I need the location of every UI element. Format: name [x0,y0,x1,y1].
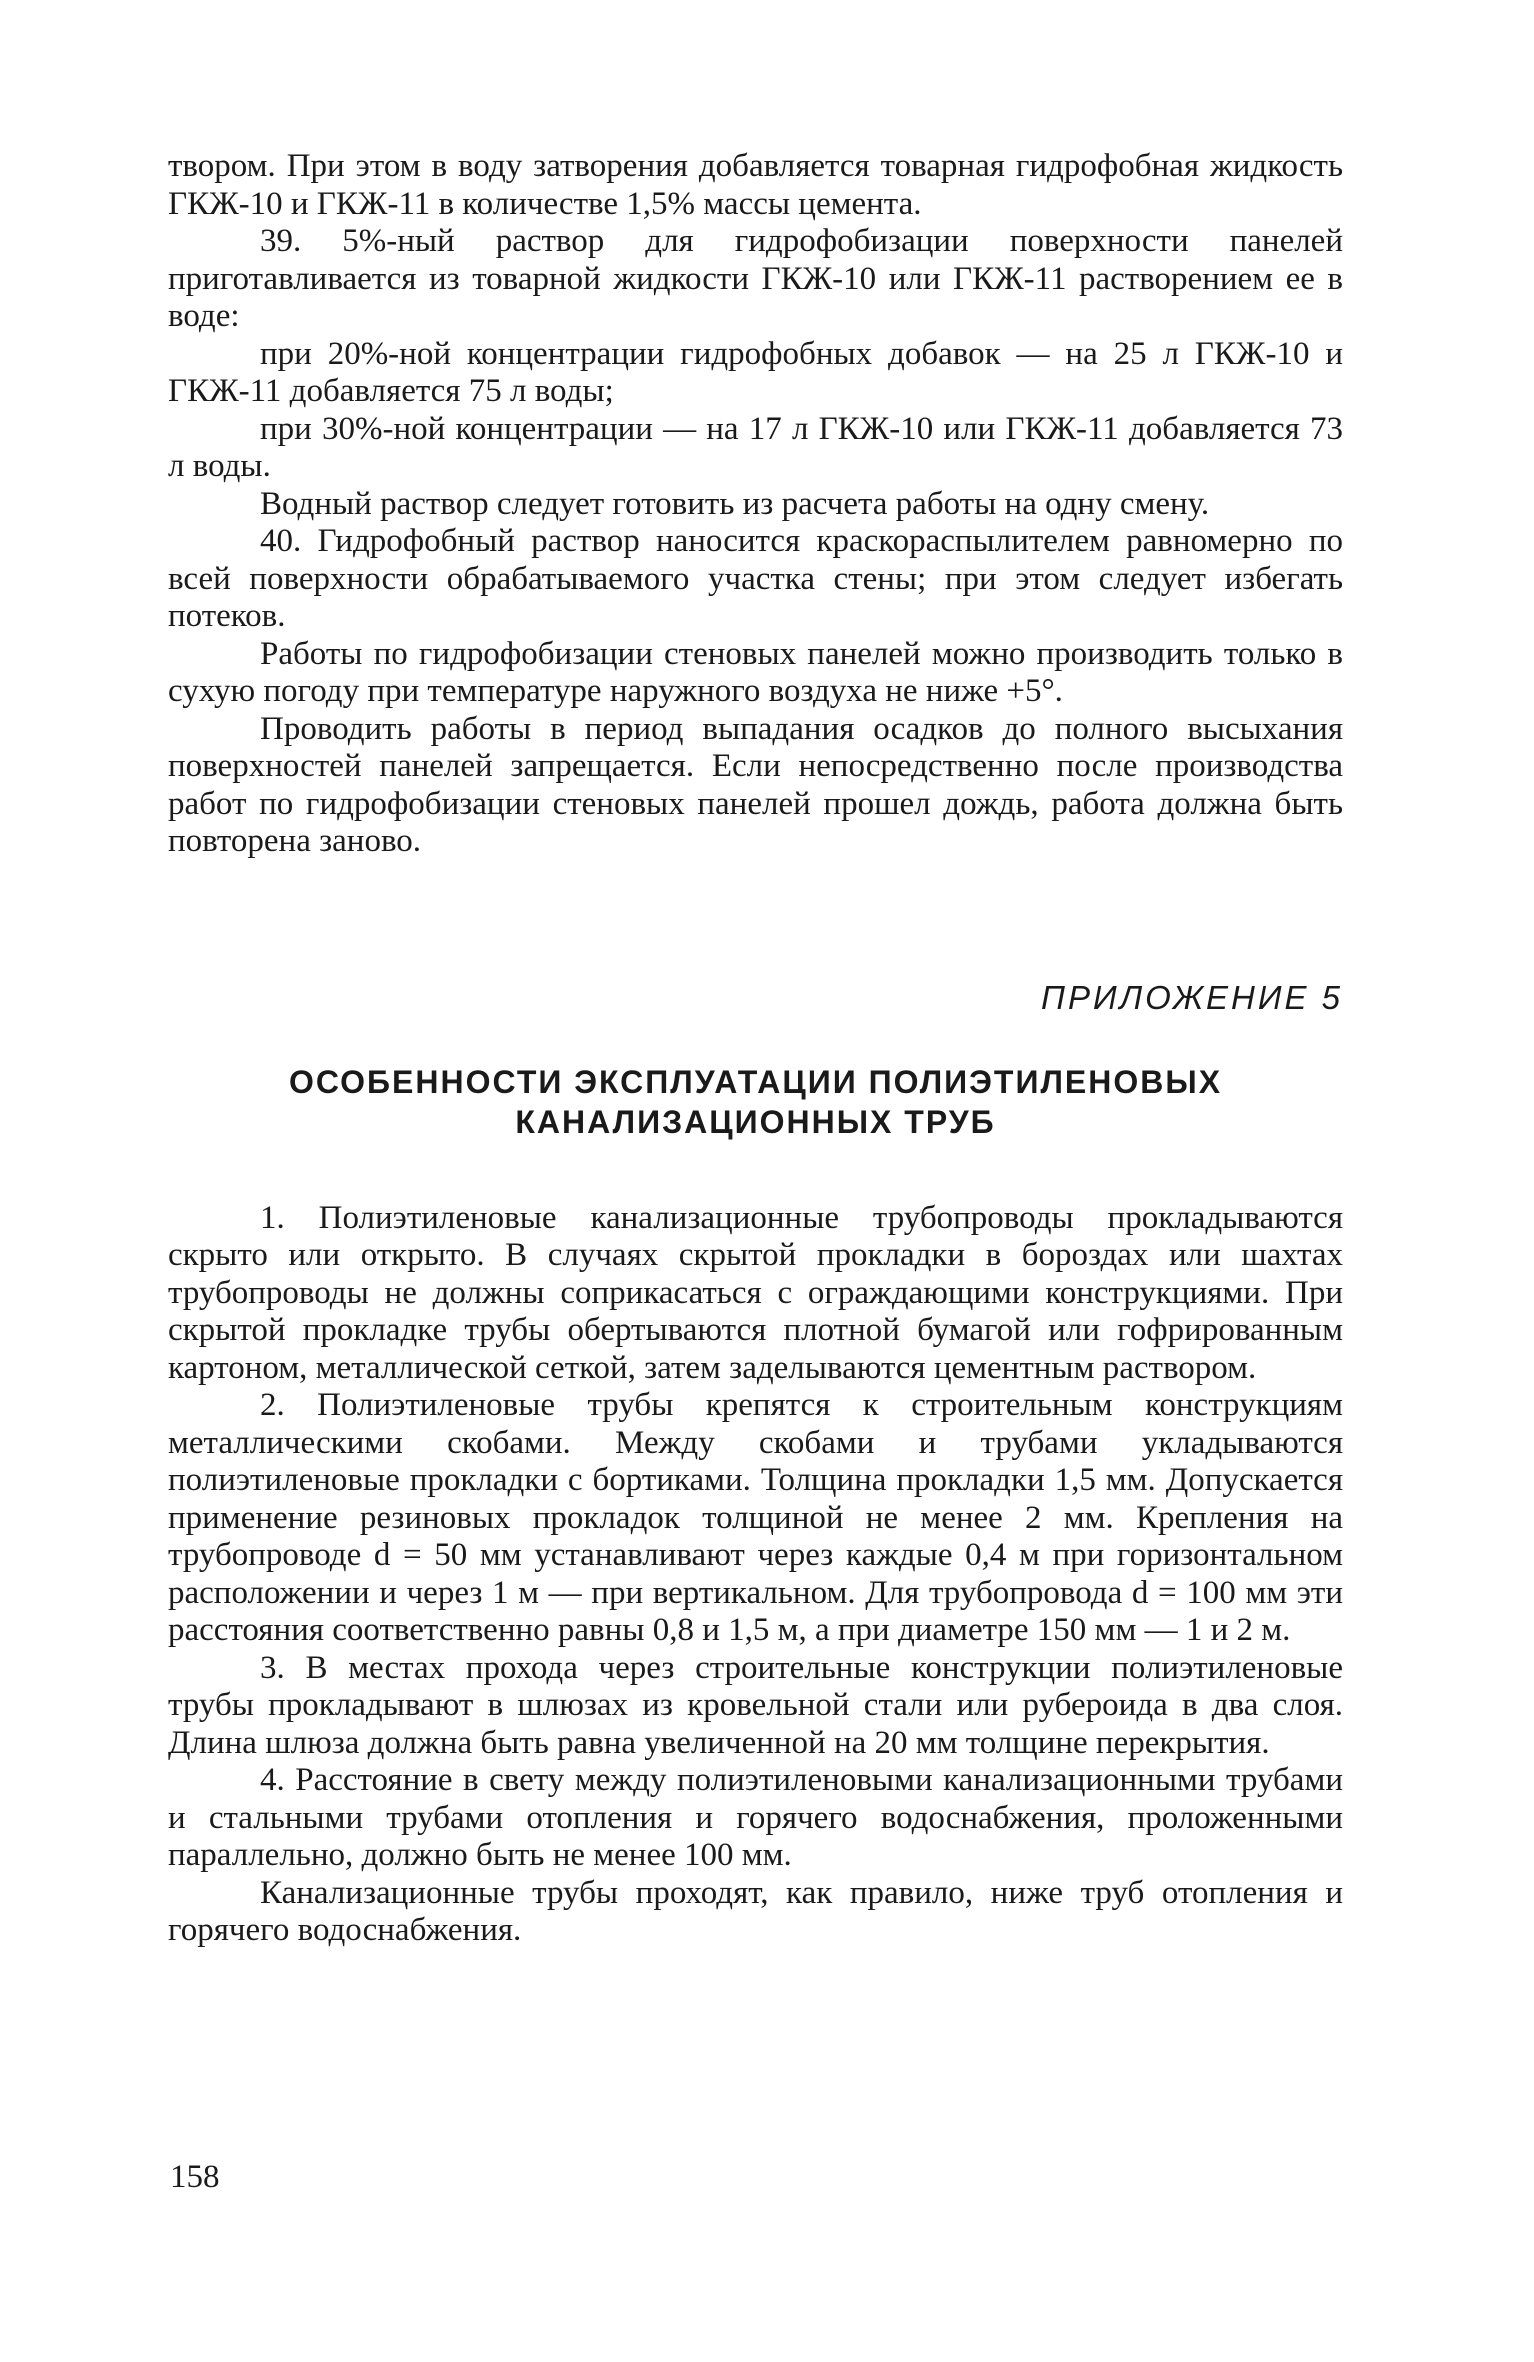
section-title-line: КАНАЛИЗАЦИОННЫХ ТРУБ [515,1103,996,1140]
paragraph: при 20%-ной концентрации гидрофобных добавок — на 25 л ГКЖ-10 и ГКЖ-11 добавляется 75 л воды; [168,335,1343,409]
spacer [168,1142,1343,1200]
appendix-label: ПРИЛОЖЕНИЕ 5 [1041,978,1343,1016]
paragraph-item-39: 39. 5%-ный раствор для гидрофобизации поверхности панелей приготавливается из товарной жидкости ГКЖ-10 или ГКЖ-11 растворением ее в воде: [168,223,1343,334]
paragraph-item-2: 2. Полиэтиленовые трубы крепятся к строительным конструкциям металлическими скобами. Между скобами и трубами укладываются полиэтиленовые прокладки с бортиками. Толщина прокладки 1,5 мм. Допускается применение резиновых прокладок толщиной не менее 2 мм. Крепления на трубопроводе d = 50 мм устанавливают через каждые 0,4 м при горизонтальном расположении и через 1 м — при вертикальном. Для трубопровода d = 100 мм эти расстояния соответственно равны 0,8 и 1,5 м, а при диаметре 150 мм — 1 и 2 м. [168,1387,1343,1648]
page-content [168,148,1343,1950]
paragraph: твором. При этом в воду затворения добавляется товарная гидрофобная жидкость ГКЖ-10 и ГКЖ-11 в количестве 1,5% массы цемента. [168,148,1343,222]
paragraph: Водный раствор следует готовить из расчета работы на одну смену. [260,485,1210,522]
paragraph: при 30%-ной концентрации — на 17 л ГКЖ-10 или ГКЖ-11 добавляется 73 л воды. [168,410,1343,484]
section-title [168,1062,1343,1142]
paragraph: Канализационные трубы проходят, как правило, ниже труб отопления и горячего водоснабжения. [168,1874,1343,1948]
paragraph-item-1: 1. Полиэтиленовые канализационные трубопроводы прокладываются скрыто или открыто. В случаях скрытой прокладки в бороздах или шахтах трубопроводы не должны соприкасаться с ограждающими конструкциями. При скрытой прокладке трубы обертываются плотной бумагой или гофрированным картоном, металлической сеткой, затем заделываются цементным раствором. [168,1199,1343,1386]
page-number: 158 [170,2159,220,2195]
paragraph-item-3: 3. В местах прохода через строительные конструкции полиэтиленовые трубы прокладывают в шлюзах из кровельной стали или рубероида в два слоя. Длина шлюза должна быть равна увеличенной на 20 мм толщине перекрытия. [168,1649,1343,1761]
section-title-line: ОСОБЕННОСТИ ЭКСПЛУАТАЦИИ ПОЛИЭТИЛЕНОВЫХ [288,1063,1223,1100]
paragraph-item-4: 4. Расстояние в свету между полиэтиленовыми канализационными трубами и стальными трубами отопления и горячего водоснабжения, проложенными параллельно, должно быть не менее 100 мм. [168,1762,1343,1873]
paragraph-item-40: 40. Гидрофобный раствор наносится краскораспылителем равномерно по всей поверхности обрабатываемого участка стены; при этом следует избегать потеков. [168,523,1343,634]
top-text-block [168,148,1343,861]
paragraph: Работы по гидрофобизации стеновых панелей можно производить только в сухую погоду при температуре наружного воздуха не ниже +5°. [168,635,1343,709]
paragraph: Проводить работы в период выпадания осадков до полного высыхания поверхностей панелей запрещается. Если непосредственно после производства работ по гидрофобизации стеновых панелей прошел дождь, работа должна быть повторена заново. [168,710,1343,859]
section-text-block [168,1200,1343,1950]
